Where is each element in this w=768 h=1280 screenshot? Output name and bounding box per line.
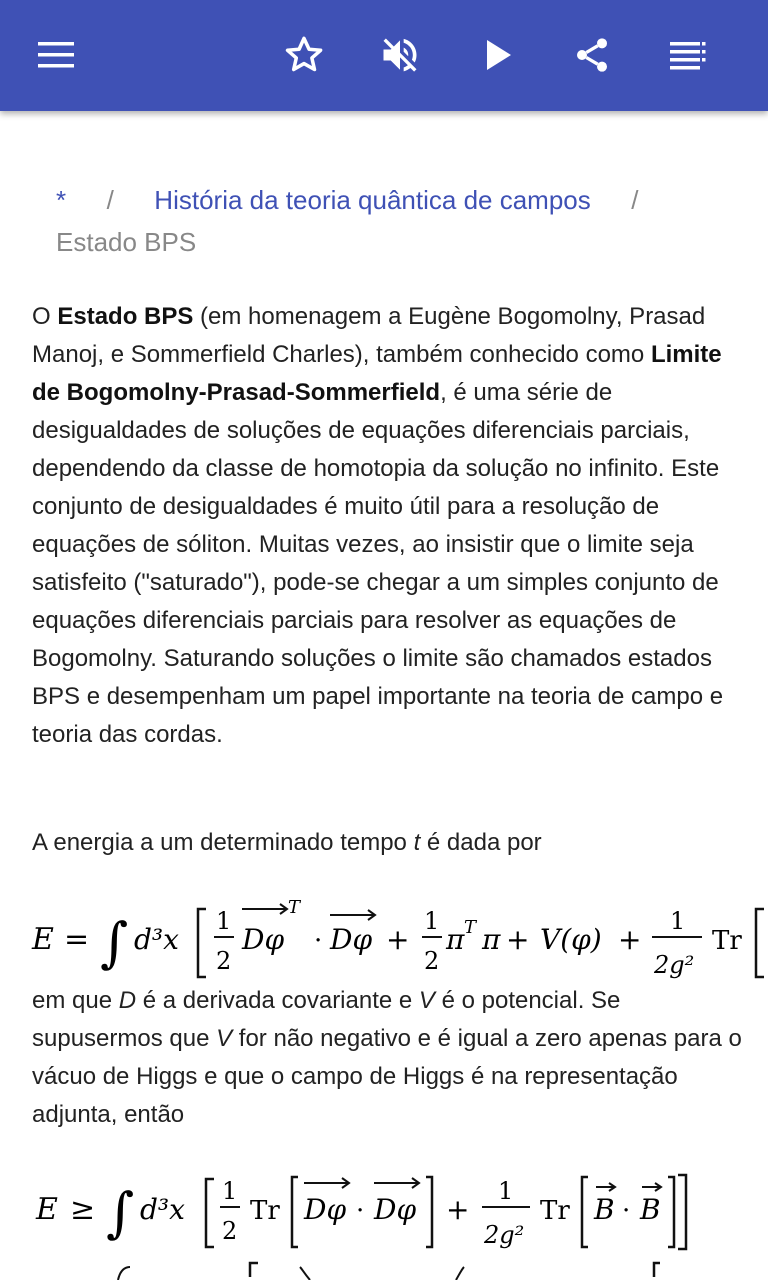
breadcrumb-parent-link[interactable]: História da teoria quântica de campos: [154, 185, 591, 215]
formula-integral: ∫: [100, 911, 129, 974]
star-icon[interactable]: [280, 31, 328, 79]
formula-pi: π: [446, 923, 465, 956]
formula-plus: +: [386, 923, 410, 956]
formula-Tr: Tr: [540, 1196, 570, 1226]
formula-integral: ∫: [106, 1181, 135, 1244]
share-icon[interactable]: [568, 31, 616, 79]
formula-B: B: [640, 1193, 661, 1226]
next-formula-partial: [0, 1261, 768, 1280]
app-bar: [0, 0, 768, 111]
breadcrumb-current: Estado BPS: [56, 227, 197, 257]
energy-formula: [0, 891, 768, 991]
formula-geq: ≥: [70, 1192, 96, 1227]
formula-one: 1: [216, 907, 232, 935]
play-icon[interactable]: [474, 31, 522, 79]
formula-equals: =: [64, 922, 90, 957]
variable-V: V: [418, 987, 435, 1014]
formula-d3x: d³x: [140, 1193, 185, 1226]
formula-potential: V(φ): [540, 923, 602, 956]
playlist-icon[interactable]: [664, 31, 712, 79]
covariant-text: em que: [32, 987, 119, 1014]
formula-d3x: d³x: [134, 923, 179, 956]
formula-T: T: [464, 917, 477, 938]
formula-one: 1: [222, 1177, 238, 1205]
covariant-paragraph: [32, 982, 742, 1134]
bps-inequality-formula: [0, 1161, 768, 1261]
formula-2g2: 2g²: [654, 951, 695, 979]
formula-2g2: 2g²: [484, 1221, 525, 1249]
formula-T: T: [288, 897, 301, 918]
formula-one: 1: [424, 907, 440, 935]
formula-D-phi: Dφ: [330, 923, 373, 956]
formula-plus: +: [446, 1193, 470, 1226]
formula-two: 2: [424, 947, 440, 975]
formula-D-phi: Dφ: [374, 1193, 417, 1226]
formula-pi: π: [482, 923, 501, 956]
term-estado-bps: Estado BPS: [57, 303, 194, 330]
volume-off-icon[interactable]: [376, 31, 424, 79]
formula-one: 1: [670, 907, 686, 935]
variable-D: D: [118, 987, 137, 1014]
breadcrumb-separator: /: [631, 185, 639, 215]
covariant-text: é a derivada covariante e: [136, 987, 419, 1014]
formula-two: 2: [222, 1217, 238, 1245]
formula-E: E: [36, 1192, 58, 1227]
intro-text: (em homenagem a Eugène Bogomolny, Prasad Manoj, e Sommerfield Charles), também conhecido como: [32, 303, 706, 368]
formula-plus: +: [618, 923, 642, 956]
formula-Tr: Tr: [250, 1196, 280, 1226]
breadcrumb-separator: /: [106, 185, 114, 215]
formula-E: E: [32, 922, 54, 957]
formula-plus: +: [506, 923, 530, 956]
breadcrumb: [56, 179, 746, 263]
formula-one: 1: [498, 1177, 514, 1205]
covariant-text: é o potencial. Se supusermos que: [32, 987, 621, 1052]
energy-paragraph: [32, 824, 742, 862]
breadcrumb-home[interactable]: *: [56, 185, 67, 215]
covariant-text: for não negativo e é igual a zero apenas para o vácuo de Higgs e que o campo de Higgs é na representação adjunta, então: [32, 1025, 742, 1128]
energy-text: A energia a um determinado tempo: [32, 829, 414, 856]
formula-two: 2: [216, 947, 232, 975]
intro-text: O: [32, 303, 58, 330]
formula-dot: ·: [314, 926, 323, 956]
energy-text: é dada por: [420, 829, 542, 856]
variable-t: t: [413, 829, 421, 856]
formula-dot: ·: [356, 1196, 365, 1226]
variable-V: V: [216, 1025, 233, 1052]
intro-paragraph: [32, 298, 742, 754]
formula-D-phi: Dφ: [304, 1193, 347, 1226]
formula-dot: ·: [622, 1196, 631, 1226]
term-bps-limit: Limite de Bogomolny-Prasad-Sommerfield: [32, 341, 722, 406]
formula-D-phi: Dφ: [242, 923, 285, 956]
intro-text: , é uma série de desigualdades de soluções de equações diferenciais parciais, dependendo da classe de homotopia da solução no infinito. Este conjunto de desigualdades é muito útil para a resolução de equações de sóliton. Muitas vezes, ao insistir que o limite seja satisfeito ("saturado"), pode-se chegar a um simples conjunto de equações diferenciais parciais para resolver as equações de Bogomolny. Saturando soluções o limite são chamados estados BPS e desempenham um papel importante na teoria de campo e teoria das cordas.: [32, 379, 724, 748]
formula-Tr: Tr: [712, 926, 742, 956]
article-content: [0, 111, 768, 1280]
formula-B: B: [594, 1193, 615, 1226]
menu-icon[interactable]: [32, 31, 80, 79]
